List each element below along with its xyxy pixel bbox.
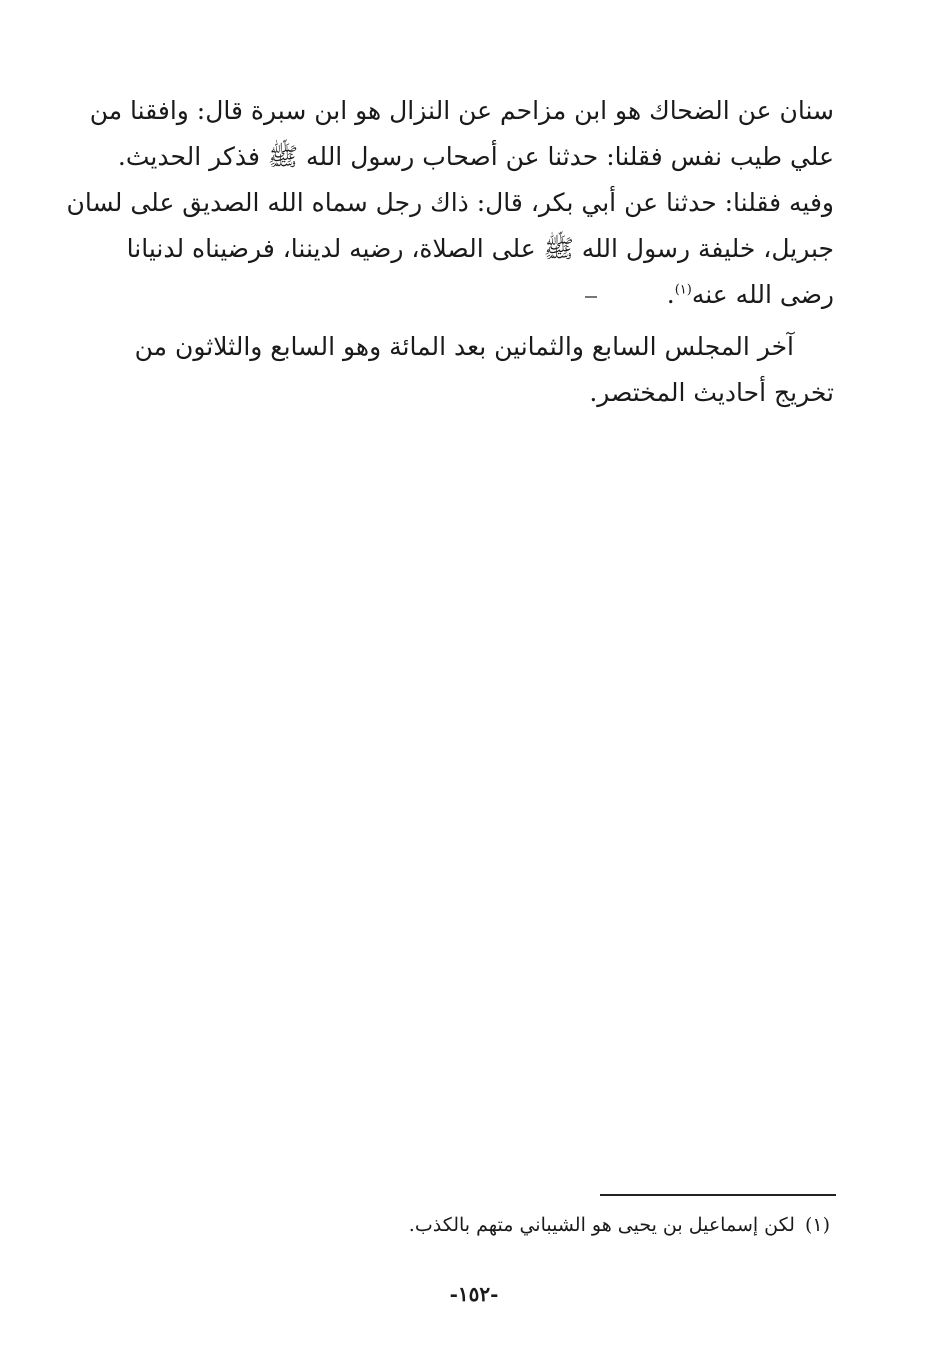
body-text (66, 88, 834, 416)
text-line: وفيه فقلنا: حدثنا عن أبي بكر، قال: ذاك رجل سماه الله الصديق على لسان (66, 188, 834, 217)
text-fragment: رضى الله عنه (691, 280, 834, 309)
text-line: تخريج أحاديث المختصر. (589, 378, 834, 407)
text-fragment: . (666, 280, 675, 309)
text-line: علي طيب نفس فقلنا: حدثنا عن أصحاب رسول الله ﷺ فذكر الحديث. (117, 142, 834, 171)
stray-dash-mark (585, 296, 597, 298)
page-number: -١٥٢- (449, 1282, 499, 1306)
text-line: آخر المجلس السابع والثمانين بعد المائة وهو السابع والثلاثون من (134, 332, 794, 361)
text-line: سنان عن الضحاك هو ابن مزاحم عن النزال هو ابن سبرة قال: وافقنا من (89, 96, 834, 125)
paragraph-1 (66, 88, 834, 318)
paragraph-2 (116, 324, 834, 416)
footnote-separator (600, 1194, 836, 1196)
footnote (409, 1210, 830, 1240)
footnote-number: (١) (804, 1214, 830, 1236)
footnote-text: لكن إسماعيل بن يحيى هو الشيباني متهم بالكذب. (408, 1214, 795, 1236)
footnote-reference: (١) (674, 282, 692, 298)
text-line: جبريل، خليفة رسول الله ﷺ على الصلاة، رضيه لديننا، فرضيناه لدنيانا (126, 234, 834, 263)
text-line-last (116, 272, 834, 318)
